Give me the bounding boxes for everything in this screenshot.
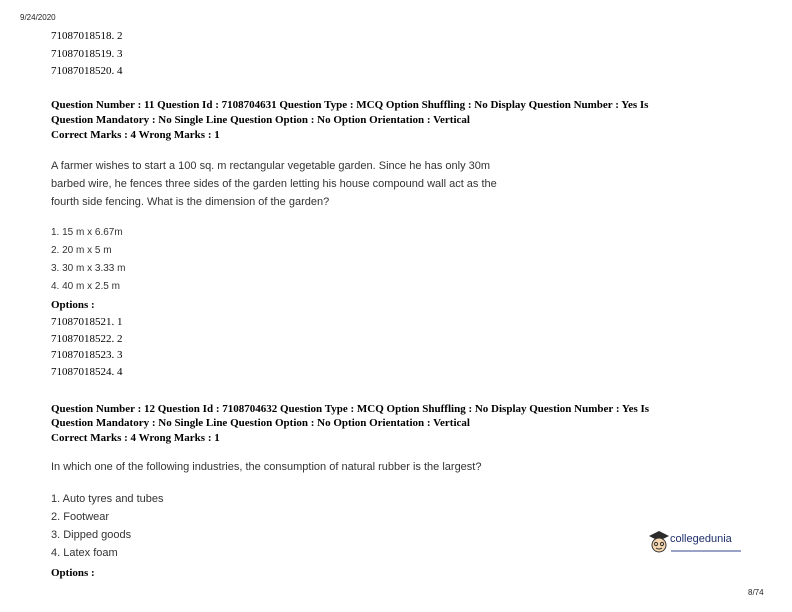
prev-option-id-3: 71087018520. 4 (51, 65, 123, 77)
q12-meta-line-1: Question Number : 12 Question Id : 7108704632 Question Type : MCQ Option Shuffling : No Display Question Number : Yes Is (51, 403, 650, 415)
q12-meta-line-2: Question Mandatory : No Single Line Question Option : No Option Orientation : Vertical (51, 417, 470, 429)
logo-wordmark: collegedunia (670, 533, 732, 545)
q11-choice-3: 3. 30 m x 3.33 m (51, 263, 126, 274)
q12-choice-1: 1. Auto tyres and tubes (51, 493, 164, 505)
q12-choice-2: 2. Footwear (51, 511, 110, 523)
q11-text-line-3: fourth side fencing. What is the dimension of the garden? (51, 196, 330, 208)
prev-option-id-1: 71087018518. 2 (51, 30, 123, 42)
q11-option-id-3: 71087018523. 3 (51, 349, 123, 361)
q11-choice-1: 1. 15 m x 6.67m (51, 227, 123, 238)
q12-choice-3: 3. Dipped goods (51, 529, 132, 541)
q11-choice-2: 2. 20 m x 5 m (51, 245, 112, 256)
q11-marks: Correct Marks : 4 Wrong Marks : 1 (51, 129, 220, 141)
q12-options-label: Options : (51, 567, 95, 579)
print-date: 9/24/2020 (20, 13, 56, 22)
q12-marks: Correct Marks : 4 Wrong Marks : 1 (51, 432, 220, 444)
q11-option-id-2: 71087018522. 2 (51, 333, 123, 345)
q11-option-id-4: 71087018524. 4 (51, 366, 123, 378)
page-number: 8/74 (748, 588, 764, 597)
logo-tagline-bar (671, 550, 741, 552)
prev-option-id-2: 71087018519. 3 (51, 48, 123, 60)
q11-choice-4: 4. 40 m x 2.5 m (51, 281, 120, 292)
collegedunia-logo (648, 528, 748, 560)
q11-option-id-1: 71087018521. 1 (51, 316, 123, 328)
q11-text-line-1: A farmer wishes to start a 100 sq. m rectangular vegetable garden. Since he has only 30m (51, 160, 491, 172)
q11-options-label: Options : (51, 299, 95, 311)
q11-meta-line-2: Question Mandatory : No Single Line Question Option : No Option Orientation : Vertical (51, 114, 470, 126)
q11-text-line-2: barbed wire, he fences three sides of the garden letting his house compound wall act as the (51, 178, 497, 190)
q12-text: In which one of the following industries, the consumption of natural rubber is the largest? (51, 461, 482, 473)
graduate-face-icon (648, 530, 670, 554)
q11-meta-line-1: Question Number : 11 Question Id : 7108704631 Question Type : MCQ Option Shuffling : No Display Question Number : Yes Is (51, 99, 649, 111)
q12-choice-4: 4. Latex foam (51, 547, 118, 559)
